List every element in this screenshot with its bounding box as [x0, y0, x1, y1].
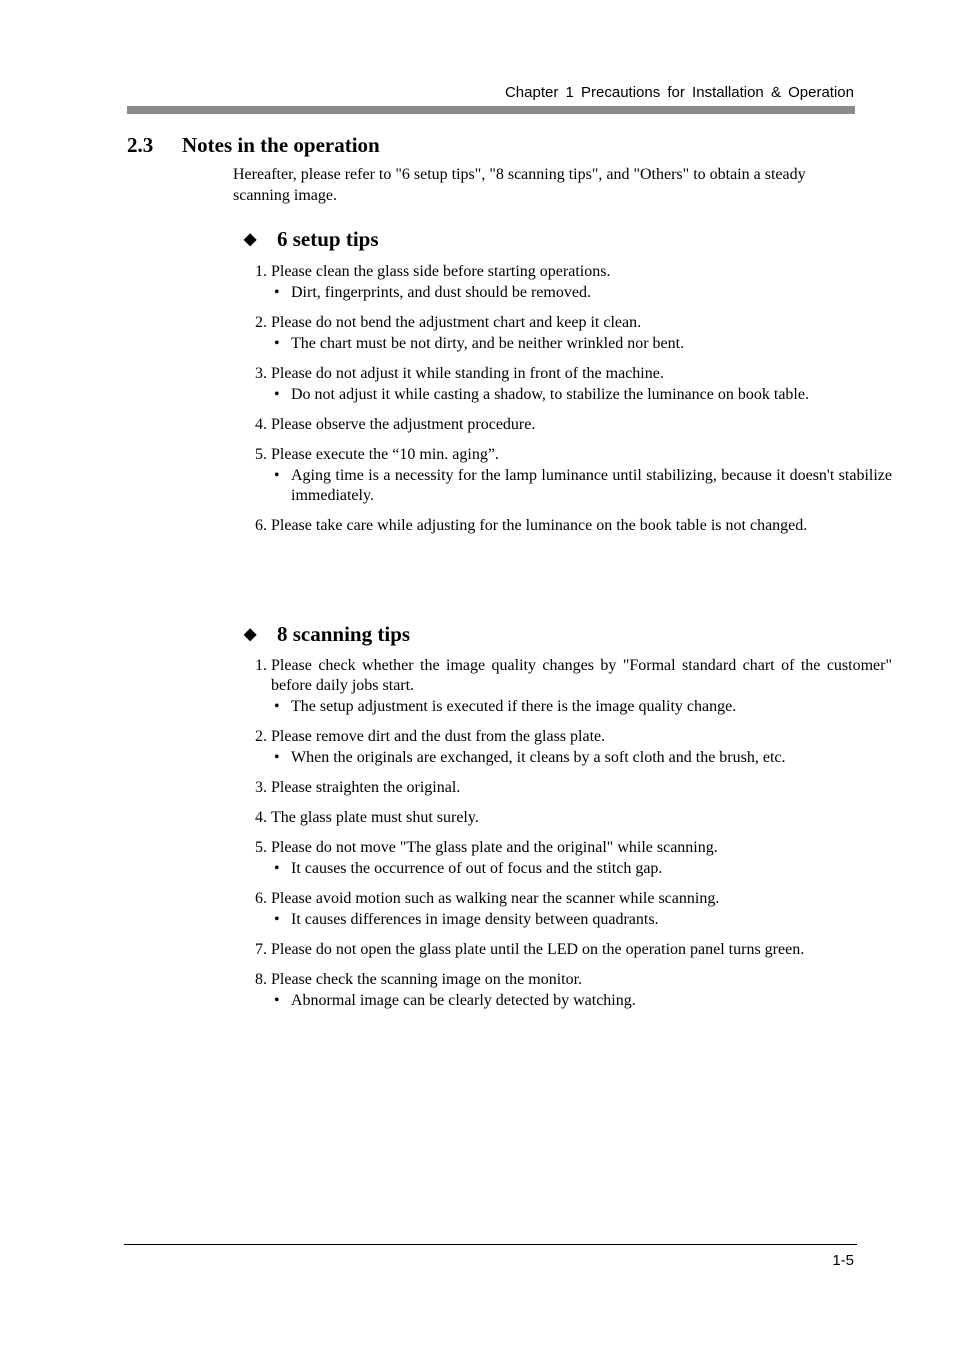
list-item: [271, 415, 892, 435]
section-number: 2.3: [127, 133, 154, 157]
sub-bullet-list: [271, 385, 892, 405]
sub-bullet-list: [271, 859, 892, 879]
list-item-text: Please check whether the image quality changes by "Formal standard chart of the customer" before daily jobs start.: [271, 657, 892, 694]
list-item-text: Please take care while adjusting for the luminance on the book table is not changed.: [271, 517, 808, 534]
page-number: 1-5: [832, 1252, 854, 1269]
list-item: [271, 940, 892, 960]
list-item-text: Please do not open the glass plate until the LED on the operation panel turns green.: [271, 941, 805, 958]
list-item-text: Please check the scanning image on the monitor.: [271, 971, 583, 988]
sub-bullet-list: [271, 697, 892, 717]
sub-bullet-item: • It causes differences in image density between quadrants.: [291, 910, 892, 930]
list-item: [271, 313, 892, 354]
sub-bullet-list: [271, 910, 892, 930]
sub-bullet-list: [271, 991, 892, 1011]
diamond-bullet-icon: ◆: [244, 626, 257, 643]
list-item: [271, 808, 892, 828]
sub-bullet-item: • Abnormal image can be clearly detected by watching.: [291, 991, 892, 1011]
scanning-tips-heading: [244, 622, 410, 647]
sub-bullet-item: • The setup adjustment is executed if there is the image quality change.: [291, 697, 892, 717]
scanning-tips-list: [233, 656, 892, 1021]
list-item: [271, 364, 892, 405]
intro-paragraph: Hereafter, please refer to "6 setup tips", "8 scanning tips", and "Others" to obtain a steady scanning image.: [233, 166, 806, 204]
diamond-bullet-icon: ◆: [244, 231, 257, 248]
list-item-text: Please do not move "The glass plate and the original" while scanning.: [271, 839, 718, 856]
list-item: [271, 838, 892, 879]
list-item-text: Please clean the glass side before starting operations.: [271, 263, 611, 280]
list-item: [271, 970, 892, 1011]
list-item-text: Please do not adjust it while standing in front of the machine.: [271, 365, 664, 382]
header-rule: [127, 106, 855, 114]
setup-tips-heading: [244, 227, 379, 252]
sub-bullet-list: [271, 283, 892, 303]
list-item: [271, 516, 892, 536]
list-item: [271, 445, 892, 506]
list-item: [271, 778, 892, 798]
list-item-text: Please execute the “10 min. aging”.: [271, 446, 499, 463]
list-item-text: Please remove dirt and the dust from the glass plate.: [271, 728, 606, 745]
list-item-text: The glass plate must shut surely.: [271, 809, 479, 826]
list-item-text: Please straighten the original.: [271, 779, 461, 796]
sub-bullet-list: [271, 466, 892, 506]
list-item: [271, 727, 892, 768]
section-heading: [127, 133, 380, 158]
list-item: [271, 656, 892, 717]
setup-tips-title: 6 setup tips: [277, 227, 379, 251]
list-item-text: Please do not bend the adjustment chart and keep it clean.: [271, 314, 642, 331]
scanning-tips-title: 8 scanning tips: [277, 622, 411, 646]
sub-bullet-item: • Dirt, fingerprints, and dust should be removed.: [291, 283, 892, 303]
sub-bullet-item: • The chart must be not dirty, and be neither wrinkled nor bent.: [291, 334, 892, 354]
sub-bullet-item: • When the originals are exchanged, it cleans by a soft cloth and the brush, etc.: [291, 748, 892, 768]
list-item-text: Please avoid motion such as walking near the scanner while scanning.: [271, 890, 720, 907]
list-item-text: Please observe the adjustment procedure.: [271, 416, 536, 433]
sub-bullet-item: • It causes the occurrence of out of focus and the stitch gap.: [291, 859, 892, 879]
sub-bullet-list: [271, 748, 892, 768]
list-item: [271, 262, 892, 303]
sub-bullet-item: • Aging time is a necessity for the lamp luminance until stabilizing, because it doesn't stabilize immediately.: [291, 466, 892, 506]
section-title: Notes in the operation: [182, 133, 380, 157]
sub-bullet-list: [271, 334, 892, 354]
running-header: Chapter 1 Precautions for Installation & Operation: [504, 84, 854, 101]
sub-bullet-item: • Do not adjust it while casting a shadow, to stabilize the luminance on book table.: [291, 385, 892, 405]
footer-rule: [124, 1244, 857, 1245]
list-item: [271, 889, 892, 930]
setup-tips-list: [233, 262, 892, 546]
